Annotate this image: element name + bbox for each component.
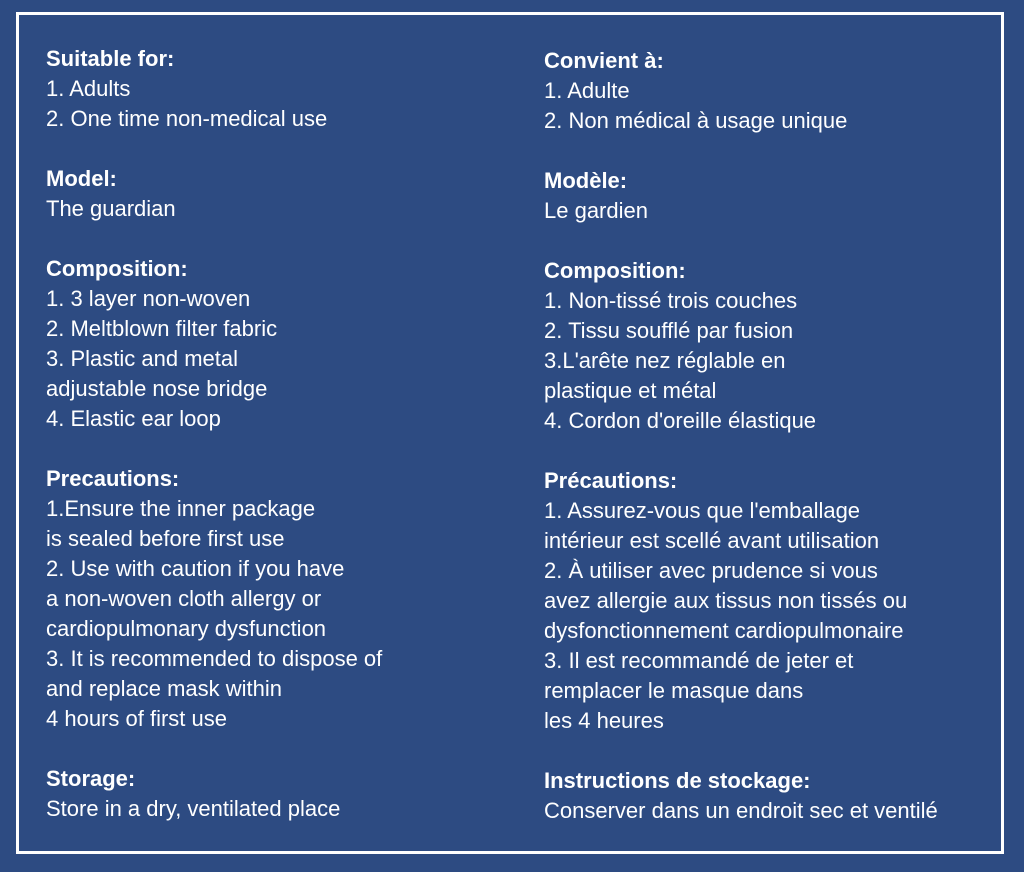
section-line: Store in a dry, ventilated place: [46, 796, 341, 821]
section-line: 3.L'arête nez réglable en: [544, 348, 786, 373]
section-line: 1. Assurez-vous que l'emballage: [544, 498, 861, 523]
section-line: is sealed before first use: [46, 526, 285, 551]
section-line: 3. Il est recommandé de jeter et: [544, 648, 854, 673]
section-line: Conserver dans un endroit sec et ventilé: [544, 798, 938, 823]
section-line: 1. 3 layer non-woven: [46, 286, 251, 311]
section-line: 2. Use with caution if you have: [46, 556, 345, 581]
section-line: plastique et métal: [544, 378, 717, 403]
section-stockage: [544, 766, 1014, 826]
section-composition: [46, 254, 506, 434]
section-heading: Model:: [46, 166, 117, 191]
section-precautions-fr: [544, 466, 1014, 736]
section-modele: [544, 166, 1014, 226]
section-line: 4. Elastic ear loop: [46, 406, 221, 431]
section-heading: Convient à:: [544, 48, 664, 73]
section-line: 2. Non médical à usage unique: [544, 108, 848, 133]
section-heading: Composition:: [46, 256, 188, 281]
section-model: [46, 164, 506, 224]
section-heading: Precautions:: [46, 466, 180, 491]
section-line: 3. Plastic and metal: [46, 346, 238, 371]
section-convient-a: [544, 46, 1014, 136]
section-heading: Storage:: [46, 766, 136, 791]
section-line: 2. One time non-medical use: [46, 106, 328, 131]
section-line: a non-woven cloth allergy or: [46, 586, 322, 611]
section-suitable-for: [46, 44, 506, 134]
section-heading: Composition:: [544, 258, 686, 283]
french-column: [544, 46, 1014, 856]
section-heading: Instructions de stockage:: [544, 768, 811, 793]
section-line: remplacer le masque dans: [544, 678, 804, 703]
section-line: avez allergie aux tissus non tissés ou: [544, 588, 908, 613]
section-line: and replace mask within: [46, 676, 283, 701]
section-line: adjustable nose bridge: [46, 376, 268, 401]
section-line: 1. Non-tissé trois couches: [544, 288, 798, 313]
english-column: [46, 44, 506, 854]
section-line: 3. It is recommended to dispose of: [46, 646, 383, 671]
section-heading: Modèle:: [544, 168, 628, 193]
section-line: cardiopulmonary dysfunction: [46, 616, 327, 641]
section-line: 1.Ensure the inner package: [46, 496, 316, 521]
section-line: Le gardien: [544, 198, 648, 223]
section-line: 4. Cordon d'oreille élastique: [544, 408, 817, 433]
section-line: 2. Meltblown filter fabric: [46, 316, 278, 341]
section-storage: [46, 764, 506, 824]
section-precautions: [46, 464, 506, 734]
section-line: 2. Tissu soufflé par fusion: [544, 318, 794, 343]
section-heading: Précautions:: [544, 468, 678, 493]
section-line: The guardian: [46, 196, 176, 221]
section-line: 1. Adulte: [544, 78, 630, 103]
section-line: dysfonctionnement cardiopulmonaire: [544, 618, 904, 643]
section-line: les 4 heures: [544, 708, 664, 733]
section-composition-fr: [544, 256, 1014, 436]
section-line: intérieur est scellé avant utilisation: [544, 528, 880, 553]
section-heading: Suitable for:: [46, 46, 175, 71]
section-line: 4 hours of first use: [46, 706, 227, 731]
section-line: 1. Adults: [46, 76, 131, 101]
section-line: 2. À utiliser avec prudence si vous: [544, 558, 878, 583]
